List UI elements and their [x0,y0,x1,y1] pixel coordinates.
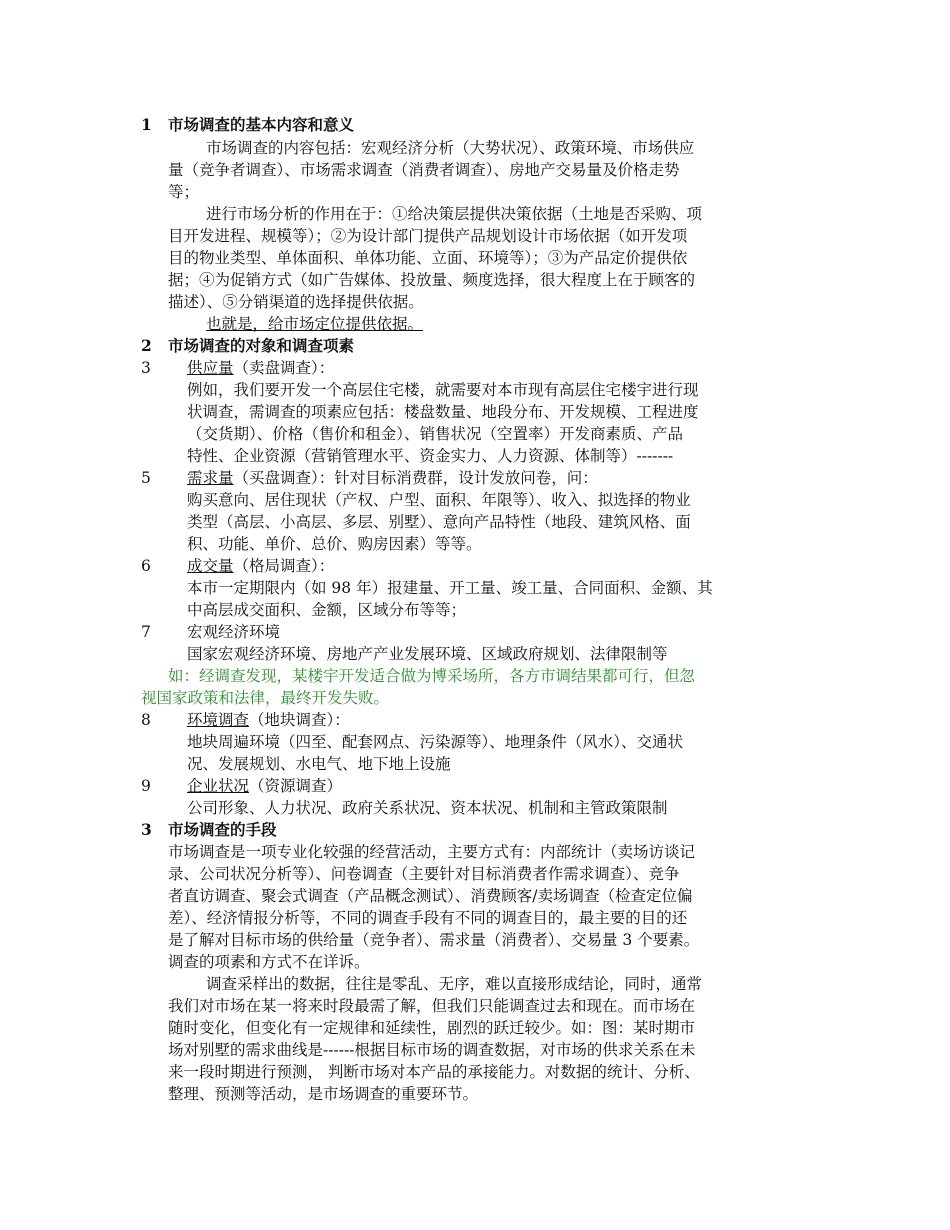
item-line: 例如，我们要开发一个高层住宅楼，就需要对本市现有高层住宅楼宇进行现 [187,381,699,399]
item-line: 公司形象、人力状况、政府关系状况、资本状况、机制和主管政策限制 [187,799,668,817]
item-heading [187,709,350,731]
paragraph-line: 录、公司状况分析等）、问卷调查（主要针对目标消费者作需求调查）、竞争 [168,865,680,883]
paragraph-line: 量（竞争者调查）、市场需求调查（消费者调查）、房地产交易量及价格走势 [168,161,680,179]
item-number: 3 [141,359,151,377]
paragraph-line: 等； [168,183,200,201]
item-heading-rest: （买盘调查）：针对目标消费群，设计发放问卷，问： [233,469,598,487]
item-line: 积、功能、单价、总价、购房因素）等等。 [187,535,482,553]
item-heading-term: 供应量 [187,359,234,377]
section-1-title: 市场调查的基本内容和意义 [168,115,355,134]
section-2-title: 市场调查的对象和调查项素 [168,336,355,355]
item-number: 7 [141,623,151,641]
paragraph-line: 是了解对目标市场的供给量（竞争者）、需求量（消费者）、交易量 3 个要素。 [168,931,700,949]
paragraph-line: 场对别墅的需求曲线是------根据目标市场的调查数据，对市场的供求关系在未 [168,1041,696,1059]
paragraph-line: 目的物业类型、单体面积、单体功能、立面、环境等）；③为产品定价提供依 [168,249,688,267]
paragraph-line: 进行市场分析的作用在于：①给决策层提供决策依据（土地是否采购、项 [206,205,703,223]
item-heading-term: 企业状况 [187,777,250,795]
item-heading-term: 环境调查 [187,711,250,729]
paragraph-line: 市场调查是一项专业化较强的经营活动，主要方式有：内部统计（卖场访谈记 [168,843,696,861]
section-3-title: 市场调查的手段 [168,820,277,839]
example-note-line: 如：经调查发现，某楼宇开发适合做为博采场所，各方市调结果都可行，但忽 [168,667,696,685]
item-line: 国家宏观经济环境、房地产产业发展环境、区域政府规划、法律限制等 [187,645,668,663]
paragraph-line: 整理、预测等活动，是市场调查的重要环节。 [168,1085,479,1103]
item-line: （交货期）、价格（售价和租金）、销售状况（空置率）开发商素质、产品 [187,425,684,443]
item-line: 状调查，需调查的项素应包括：楼盘数量、地段分布、开发规模、工程进度 [187,403,699,421]
section-2-number: 2 [141,336,152,355]
item-line: 特性、企业资源（营销管理水平、资金实力、人力资源、体制等）------- [187,447,674,465]
example-note-line: 视国家政策和法律，最终开发失败。 [141,689,390,707]
section-3-number: 3 [141,820,152,839]
item-heading-term: 成交量 [187,557,234,575]
item-heading [187,357,334,379]
item-heading: 宏观经济环境 [187,623,281,641]
paragraph-line: 随时变化，但变化有一定规律和延续性，剧烈的跃迁较少。如：图：某时期市 [168,1019,696,1037]
paragraph-line: 来一段时期进行预测， 判断市场对本产品的承接能力。对数据的统计、分析、 [168,1063,700,1081]
item-line: 况、发展规划、水电气、地下地上设施 [187,755,451,773]
item-heading-rest: （地块调查）： [249,711,350,729]
paragraph-line: 者直访调查、聚会式调查（产品概念测试）、消费顾客/卖场调查（检查定位偏 [168,887,693,905]
paragraph-line: 据；④为促销方式（如广告媒体、投放量、频度选择，很大程度上在于顾客的 [168,271,696,289]
paragraph-line: 调查采样出的数据，往往是零乱、无序，难以直接形成结论，同时，通常 [206,975,703,993]
underlined-conclusion: 也就是，给市场定位提供依据。 [206,315,424,333]
item-line: 购买意向、居住现状（产权、户型、面积、年限等）、收入、拟选择的物业 [187,491,691,509]
item-heading-rest: （资源调查） [249,777,343,795]
item-number: 5 [141,469,151,487]
item-heading [187,467,598,489]
paragraph-line: 市场调查的内容包括：宏观经济分析（大势状况）、政策环境、市场供应 [206,139,695,157]
item-number: 9 [141,777,151,795]
item-heading-term: 需求量 [187,469,234,487]
item-heading [187,775,342,797]
paragraph-line: 差）、经济情报分析等，不同的调查手段有不同的调查目的，最主要的目的还 [168,909,688,927]
item-line: 地块周遍环境（四至、配套网点、污染源等）、地理条件（风水）、交通状 [187,733,684,751]
item-line: 中高层成交面积、金额，区域分布等等； [187,601,467,619]
item-line: 本市一定期限内（如 98 年）报建量、开工量、竣工量、合同面积、金额、其 [187,579,713,597]
item-heading-rest: （格局调查）： [233,557,335,575]
paragraph-line: 我们对市场在某一将来时段最需了解，但我们只能调查过去和现在。而市场在 [168,997,696,1015]
paragraph-line: 目开发进程、规模等）；②为设计部门提供产品规划设计市场依据（如开发项 [168,227,688,245]
paragraph-line: 描述）、⑤分销渠道的选择提供依据。 [168,293,424,311]
item-heading-rest: （卖盘调查）： [233,359,335,377]
item-heading [187,555,334,577]
section-1-number: 1 [141,115,152,134]
item-number: 8 [141,711,151,729]
item-line: 类型（高层、小高层、多层、别墅）、意向产品特性（地段、建筑风格、面 [187,513,691,531]
item-number: 6 [141,557,151,575]
paragraph-line: 调查的项素和方式不在详诉。 [168,953,370,971]
